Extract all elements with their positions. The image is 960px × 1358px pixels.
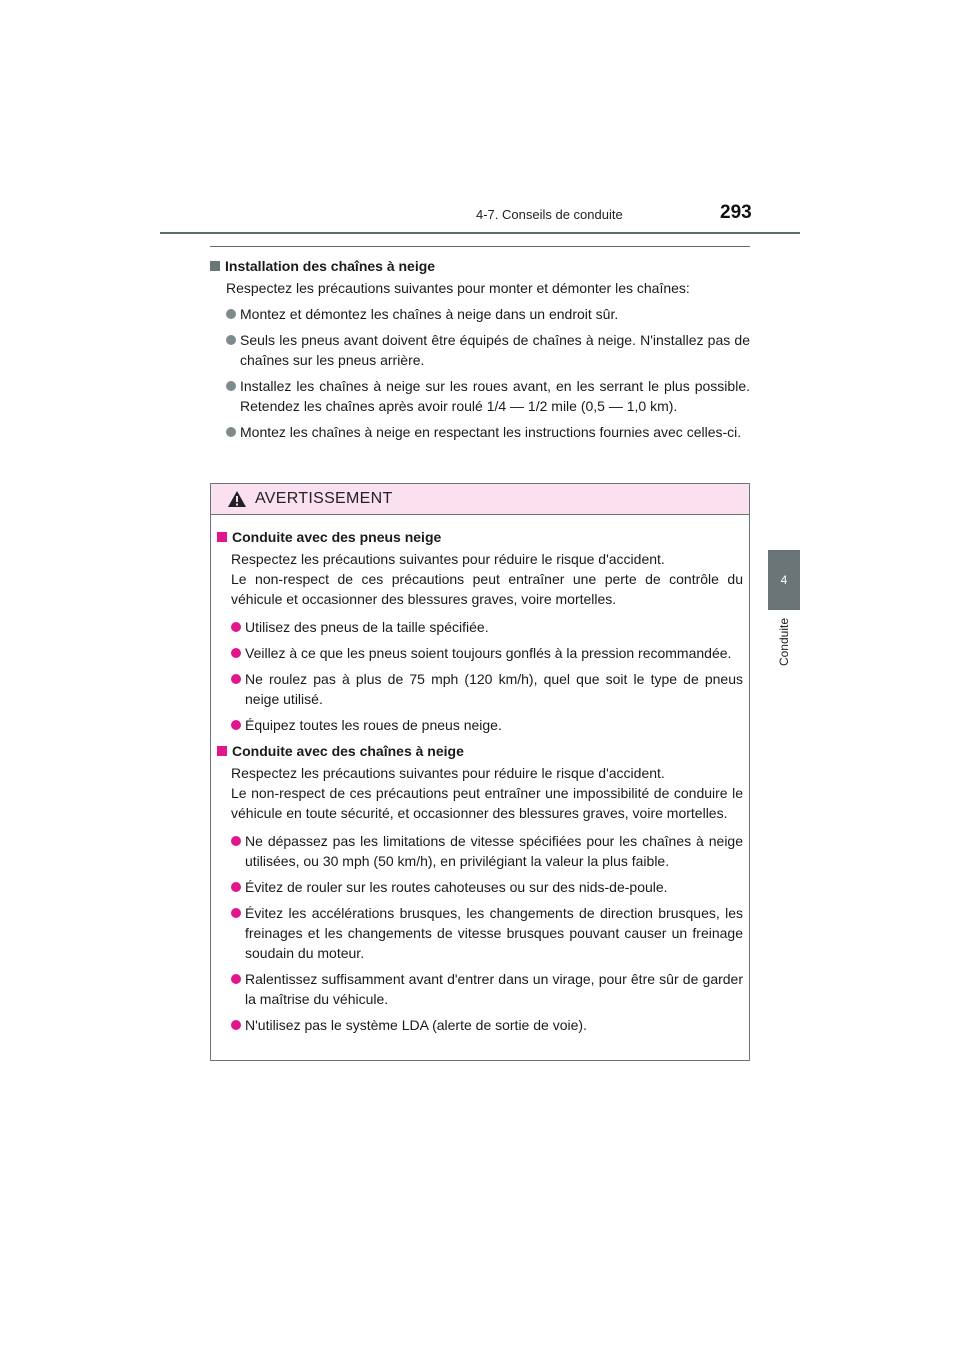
warning-triangle-icon (227, 490, 247, 508)
warning-body (211, 515, 749, 1035)
chapter-label: Conduite (777, 618, 791, 667)
warning-intro (231, 549, 743, 609)
intro-line: Respectez les précautions suivantes pour réduire le risque d'accident. (231, 551, 665, 567)
list-item-text: Ne dépassez pas les limitations de vitesse spécifiées pour les chaînes à neige utilisées, ou 30 mph (50 km/h), en privilégiant la valeur la plus faible. (245, 833, 743, 869)
chapter-tab: 4 (768, 550, 800, 610)
page-number: 293 (720, 202, 752, 223)
heading-text: Installation des chaînes à neige (225, 258, 436, 274)
list-item (231, 969, 743, 1009)
content-top-rule (210, 246, 750, 247)
warning-box (210, 483, 750, 1061)
header-rule (160, 232, 800, 234)
list-item (231, 877, 743, 897)
round-bullet-icon (231, 836, 241, 846)
round-bullet-icon (231, 1020, 241, 1030)
round-bullet-icon (231, 720, 241, 730)
round-bullet-icon (226, 309, 236, 319)
warning-header (211, 484, 749, 515)
round-bullet-icon (231, 674, 241, 684)
round-bullet-icon (231, 974, 241, 984)
round-bullet-icon (226, 335, 236, 345)
list-item-text: Évitez les accélérations brusques, les changements de direction brusques, les freinages et les changements de vitesse brusques pouvant causer un freinage soudain du moteur. (245, 905, 743, 961)
list-item (226, 376, 750, 416)
intro-text: Respectez les précautions suivantes pour monter et démonter les chaînes: (226, 280, 690, 296)
round-bullet-icon (231, 622, 241, 632)
warning-intro (231, 763, 743, 823)
round-bullet-icon (231, 908, 241, 918)
heading-text: Conduite avec des chaînes à neige (232, 743, 464, 759)
list-item-text: Ralentissez suffisamment avant d'entrer dans un virage, pour être sûr de garder la maîtrise du véhicule. (245, 971, 743, 1007)
list-item-text: Seuls les pneus avant doivent être équipés de chaînes à neige. N'installez pas de chaînes sur les pneus arrière. (240, 332, 750, 368)
list-item (231, 715, 743, 735)
list-item-text: Ne roulez pas à plus de 75 mph (120 km/h), quel que soit le type de pneus neige utilisé. (245, 671, 743, 707)
round-bullet-icon (226, 427, 236, 437)
heading-text: Conduite avec des pneus neige (232, 529, 442, 545)
warning-section-heading (217, 741, 743, 761)
list-item-text: Installez les chaînes à neige sur les roues avant, en les serrant le plus possible. Retendez les chaînes après avoir roulé 1/4 — 1/2 mile (0,5 — 1,0 km). (240, 378, 750, 414)
intro-line: Le non-respect de ces précautions peut entraîner une perte de contrôle du véhicule et occasionner des blessures graves, voire mortelles. (231, 571, 743, 607)
list-item-text: Évitez de rouler sur les routes cahoteuses ou sur des nids-de-poule. (245, 879, 668, 895)
list-item (231, 1015, 743, 1035)
intro-line: Le non-respect de ces précautions peut entraîner une impossibilité de conduire le véhicule en toute sécurité, et occasionner des blessures graves, voire mortelles. (231, 785, 743, 821)
list-item (231, 643, 743, 663)
intro-line: Respectez les précautions suivantes pour réduire le risque d'accident. (231, 765, 665, 781)
warning-section-heading (217, 527, 743, 547)
square-bullet-icon (217, 532, 227, 542)
warning-title: AVERTISSEMENT (255, 490, 393, 507)
list-item (226, 304, 750, 324)
snow-chains-section (210, 256, 750, 448)
list-item (226, 330, 750, 370)
list-item-text: Utilisez des pneus de la taille spécifiée. (245, 619, 489, 635)
list-item (231, 831, 743, 871)
round-bullet-icon (231, 882, 241, 892)
list-item-text: Montez les chaînes à neige en respectant les instructions fournies avec celles-ci. (240, 424, 742, 440)
list-item-text: N'utilisez pas le système LDA (alerte de sortie de voie). (245, 1017, 587, 1033)
list-item (226, 422, 750, 442)
section-title: 4-7. Conseils de conduite (476, 207, 623, 222)
list-item (231, 617, 743, 637)
list-item (231, 903, 743, 963)
list-item-text: Veillez à ce que les pneus soient toujours gonflés à la pression recommandée. (245, 645, 732, 661)
list-item (231, 669, 743, 709)
round-bullet-icon (231, 648, 241, 658)
list-item-text: Montez et démontez les chaînes à neige dans un endroit sûr. (240, 306, 619, 322)
round-bullet-icon (226, 381, 236, 391)
chapter-label-container (768, 618, 800, 678)
square-bullet-icon (217, 746, 227, 756)
square-bullet-icon (210, 261, 220, 271)
list-item-text: Équipez toutes les roues de pneus neige. (245, 717, 502, 733)
section-heading (210, 256, 750, 276)
